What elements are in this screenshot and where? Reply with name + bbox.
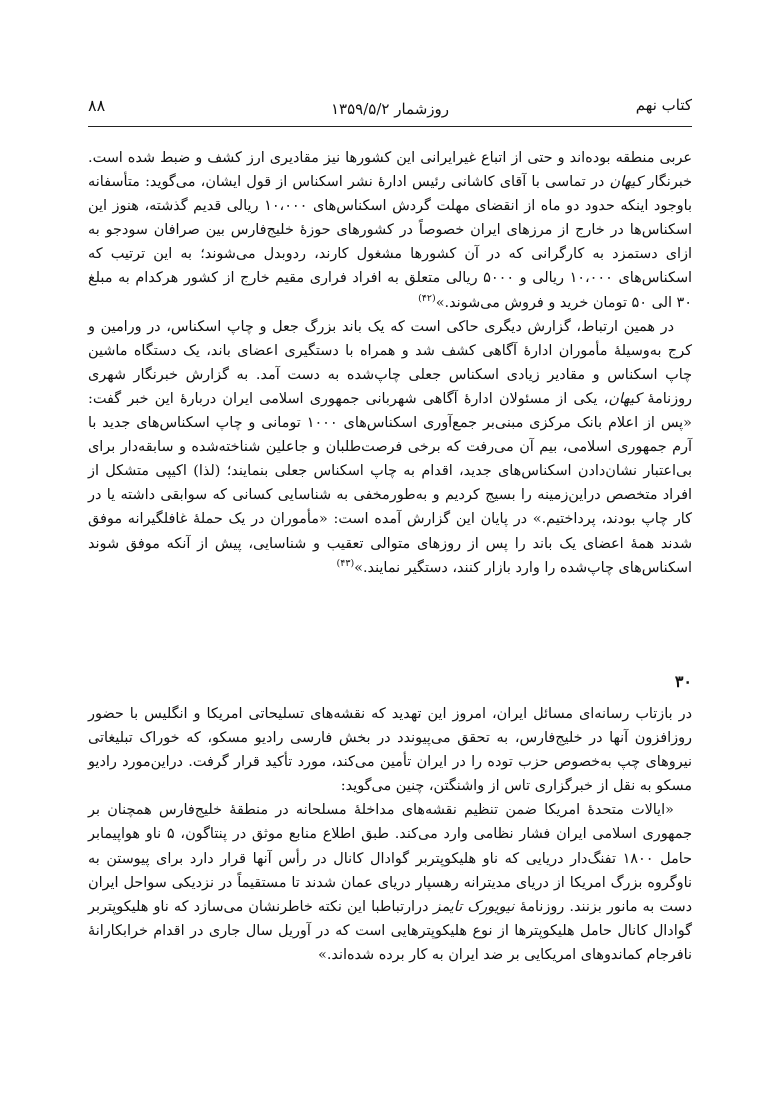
footnote-ref: (۴۲) xyxy=(418,292,436,304)
paragraph-text: در همین ارتباط، گزارش دیگری حاکی است که یک باند بزرگ جعل و چاپ اسکناس، در ورامین و کرج به‌وسیلهٔ مأموران ادارهٔ آگاهی کشف شد و همراه با دستگیری اعضای باند، یک دستگاه ماشین چاپ اسکناس و مقادیر زیادی اسکناس جعلی چاپ‌شده به دست آمد. به گزارش خبرنگار شهری روزنامهٔ xyxy=(88,318,693,407)
newspaper-name: نیویورک تایمز xyxy=(433,898,515,915)
paragraph-text: در تماسی با آقای کاشانی رئیس ادارهٔ نشر اسکناس از قول ایشان، می‌گوید: متأسفانه باوجود اینکه حدود دو ماه از انقضای مهلت گردش اسکناس‌های ۱۰،۰۰۰ ریالی قدیم گذشته، هنوز این اسکناس‌ها در خارج از مرزهای ایران خصوصاً در کشورهای حوزهٔ خلیج‌فارس بین صرافان سودجو به ازای دستمزد به کارگرانی که در آن کشورها مشغول کارند، ردوبدل می‌شوند؛ به این ترتیب که اسکناس‌های ۱۰،۰۰۰ ریالی و ۵۰۰۰ ریالی متعلق به افراد فراری مقیم خارج از کشور هرکدام به مبلغ ۳۰ الی ۵۰ تومان خرید و فروش می‌شوند.» xyxy=(88,174,692,311)
newspaper-name: کیهان xyxy=(608,390,642,407)
newspaper-name: کیهان xyxy=(609,174,643,191)
paragraph-text: ، یکی از مسئولان ادارهٔ آگاهی شهربانی جمهوری اسلامی ایران دربارهٔ این خبر گفت: «پس از اعلام بانک مرکزی مبنی‌بر جمع‌آوری اسکناس‌های ۱۰۰۰ تومانی و چاپ اسکناس‌های جدید با آرم جمهوری اسلامی، بیم آن می‌رفت که برخی فرصت‌طلبان و جاعلین شناخته‌شده و سابقه‌دار برای بی‌اعتبار نشان‌دادن اسکناس‌های جدید، اقدام به چاپ اسکناس جعلی بنمایند؛ (لذا) اکیپی متشکل از افراد متخصص دراین‌زمینه را بسیج کردیم و به‌طورمخفی به شناسایی کسانی که سوابقی داشته یا در کار چاپ بودند، پرداختیم.» در پایان این گزارش آمده است: «مأموران در یک حملهٔ غافلگیرانه موفق شدند همهٔ اعضای یک باند را پس از روزهای متوالی تعقیب و شناسایی، پیش از آنکه موفق شوند اسکناس‌های چاپ‌شده را وارد بازار کنند، دستگیر نمایند.» xyxy=(88,390,692,576)
paragraph xyxy=(88,798,692,967)
page-number: ۸۸ xyxy=(88,96,106,115)
paragraph-text: «ایالات متحدهٔ امریکا ضمن تنظیم نقشه‌های مداخلهٔ مسلحانه در منطقهٔ خلیج‌فارس همچنان بر جمهوری اسلامی ایران فشار نظامی وارد می‌کند. طبق اطلاع منابع موثق در پنتاگون، ۵ ناو هواپیمابر حامل ۱۸۰۰ تفنگ‌دار دریایی که ناو هلیکوپتربر گوادال کانال در رأس آنها قرار دارد برای پیوستن به ناوگروه بزرگ امریکا از دریای مدیترانه رهسپار دریای عمان شدند تا مستقیماً در نزدیکی سواحل ایران دست به مانور بزنند. روزنامهٔ xyxy=(88,802,693,915)
paragraph xyxy=(88,315,692,580)
section-number: ۳۰ xyxy=(674,672,692,691)
paragraph xyxy=(88,702,692,798)
paragraph-text: درارتباطبا این نکته خاطرنشان می‌سازد که ناو هلیکوپتربر گوادال کانال حامل هلیکوپترها از نوع هلیکوپترهایی است که در آوریل سال جاری در اقدام خرابکارانهٔ نافرجام کماندوهای امریکایی بر ضد ایران به کار برده شده‌اند.» xyxy=(88,898,692,963)
paragraph-text: در بازتاب رسانه‌ای مسائل ایران، امروز این تهدید که نقشه‌های تسلیحاتی امریکا و انگلیس با حضور روزافزون آنها در خلیج‌فارس، به تحقق می‌پیوندد در بخش فارسی رادیو مسکو، که خوراک تبلیغاتی نیروهای چپ به‌خصوص حزب توده را در ایران تأمین می‌کند، مورد تأکید قرار گرفت. دراین‌مورد رادیو مسکو به نقل از خبرگزاری تاس از واشنگتن، چنین می‌گوید: xyxy=(88,706,692,795)
footnote-ref: (۴۳) xyxy=(336,557,355,569)
body-block-2 xyxy=(88,702,692,967)
header-rule xyxy=(88,126,692,127)
book-title: کتاب نهم xyxy=(635,96,692,114)
paragraph-text: عربی منطقه بوده‌اند و حتی از اتباع غیرایرانی این کشورها نیز مقادیری ارز کشف و ضبط شده است. خبرنگار xyxy=(88,150,692,191)
paragraph xyxy=(88,146,692,315)
body-block-1 xyxy=(88,146,692,580)
date-line: روزشمار ۱۳۵۹/۵/۲ xyxy=(330,100,449,118)
running-header xyxy=(88,96,692,124)
